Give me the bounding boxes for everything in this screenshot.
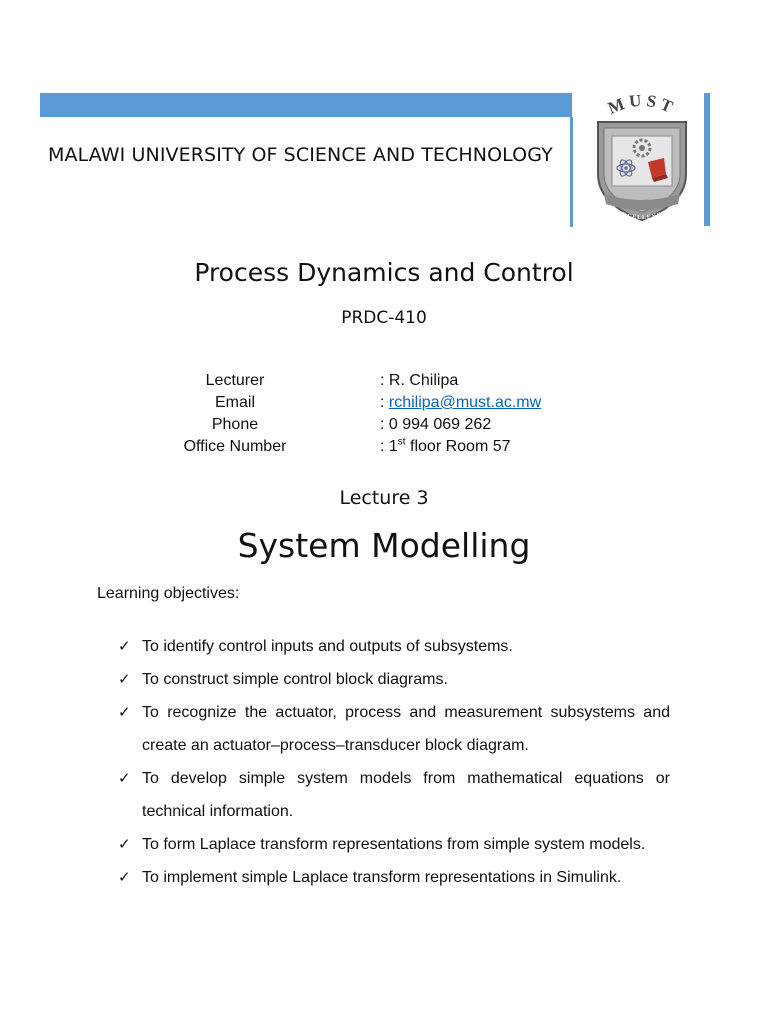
lecture-number: Lecture 3	[339, 487, 429, 509]
checkmark-icon: ✓	[118, 704, 131, 721]
university-logo	[590, 92, 694, 228]
logo-top-text: MUST	[605, 92, 680, 119]
contact-row-phone	[170, 414, 541, 436]
list-item	[118, 762, 670, 828]
email-prefix: :	[380, 394, 389, 411]
objectives-heading: Learning objectives:	[97, 585, 240, 602]
list-item	[118, 663, 670, 696]
checkmark-icon: ✓	[118, 770, 131, 787]
phone-label: Phone	[211, 416, 259, 433]
header-divider-line	[570, 117, 573, 227]
email-link[interactable]: rchilipa@must.ac.mw	[388, 394, 542, 411]
objectives-list	[118, 630, 670, 894]
objective-text: To identify control inputs and outputs of subsystems.	[142, 638, 513, 655]
objective-text: To recognize the actuator, process and measurement subsystems and create an actuator–process–transducer block diagram.	[142, 704, 670, 754]
list-item	[118, 828, 670, 861]
office-suffix: floor Room 57	[405, 438, 511, 455]
email-value-wrapper	[380, 392, 541, 414]
objective-text: To implement simple Laplace transform representations in Simulink.	[142, 869, 622, 886]
svg-text:MUST	[605, 92, 679, 118]
checkmark-icon: ✓	[118, 836, 131, 853]
course-title: Process Dynamics and Control	[194, 258, 574, 287]
list-item	[118, 696, 670, 762]
list-item	[118, 630, 670, 663]
header-side-bar	[704, 93, 710, 226]
objective-text: To develop simple system models from mathematical equations or technical information.	[142, 770, 670, 820]
objective-text: To form Laplace transform representations from simple system models.	[142, 836, 646, 853]
office-label: Office Number	[183, 438, 287, 455]
list-item	[118, 861, 670, 894]
email-label: Email	[214, 394, 255, 411]
lecturer-value: : R. Chilipa	[380, 372, 459, 389]
objective-text: To construct simple control block diagrams.	[142, 671, 448, 688]
checkmark-icon: ✓	[118, 869, 131, 886]
contact-row-office	[170, 436, 541, 458]
lecturer-label: Lecturer	[205, 372, 265, 389]
course-code: PRDC-410	[341, 308, 427, 328]
checkmark-icon: ✓	[118, 671, 131, 688]
university-name: MALAWI UNIVERSITY OF SCIENCE AND TECHNOLOGY	[48, 144, 553, 166]
contact-row-lecturer	[170, 370, 541, 392]
office-ordinal: st	[397, 436, 406, 448]
office-value	[380, 436, 511, 458]
contact-row-email	[170, 392, 541, 414]
header-accent-bar	[40, 93, 572, 117]
office-prefix: : 1	[380, 438, 398, 455]
lecture-title: System Modelling	[237, 526, 531, 565]
logo-motto: EXCELLENCE	[616, 210, 668, 222]
contact-info	[170, 370, 541, 458]
phone-value: : 0 994 069 262	[380, 416, 492, 433]
checkmark-icon: ✓	[118, 638, 131, 655]
